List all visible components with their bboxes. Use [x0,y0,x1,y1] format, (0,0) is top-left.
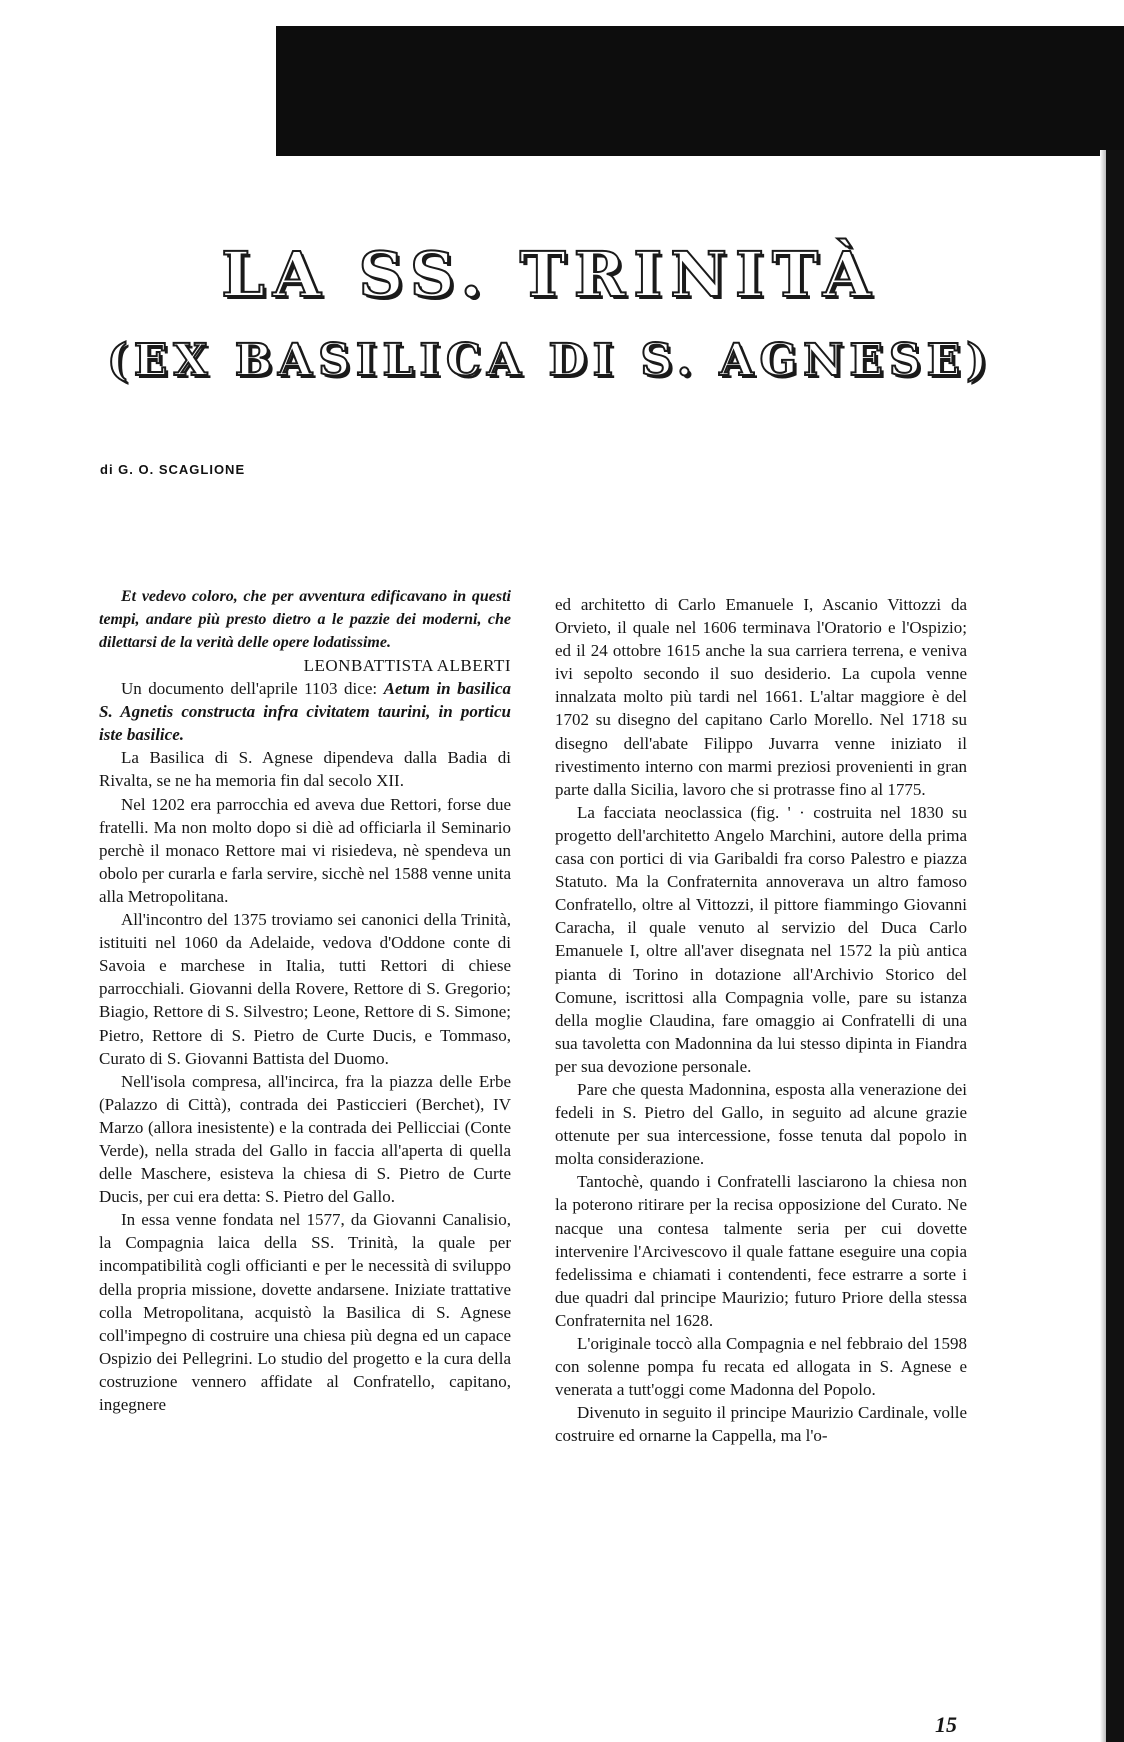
epigraph-author: LEONBATTISTA ALBERTI [303,656,511,675]
page-number: 15 [935,1712,957,1737]
paragraph: La facciata neoclassica (fig. ' · costruita nel 1830 su progetto dell'architetto Angelo Marchini, autore della prima casa con portici di via Garibaldi fra corso Palestro e piazza Statuto. Ma la Confraternita annoverava un altro famoso Confratello, oltre al Vittozzi, il pittore fiammingo Giovanni Caracha, il quale venuto al servizio del Duca Carlo Emanuele I, oltre all'aver disegnata nel 1572 la più antica pianta di Torino in dotazione all'Archivio Storico del Comune, iscrittosi alla Compagnia volle, pare su istanza della moglie Claudina, fare omaggio ai Confratelli di una sua tavoletta con Madonnina da lui stesso dipinta in Fiandra per sua devozione personale. [555,802,967,1076]
paragraph: L'originale toccò alla Compagnia e nel febbraio del 1598 con solenne pompa fu recata ed allogata in S. Agnese e venerata a tutt'oggi come Madonna del Popolo. [555,1334,967,1400]
scan-right-border [1106,150,1124,1742]
paragraph: Divenuto in seguito il principe Maurizio Cardinale, volle costruire ed ornarne la Cappella, ma l'o- [555,1403,967,1446]
scan-top-margin [0,0,1124,26]
paragraph: Tantochè, quando i Confratelli lasciarono la chiesa non la poterono ritirare per la recisa opposizione del Curato. Ne nacque una contesa talmente seria per cui dovette intervenire l'Arcivescovo il quale fattane eseguire una copia fedelissima e chiamati i contendenti, fece estrarre a sorte i due quadri dal principe Maurizio; futuro Priore della stessa Confraternita nel 1628. [555,1172,967,1330]
paragraph: Pare che questa Madonnina, esposta alla venerazione dei fedeli in S. Pietro del Gallo, in seguito ad alcune grazie ottenute per sua intercessione, fosse tenuta dal popolo in molta considerazione. [555,1079,967,1169]
paragraph-text: Un documento dell'aprile 1103 dice: [121,679,384,699]
scan-corner [0,26,276,156]
paragraph: ed architetto di Carlo Emanuele I, Ascanio Vittozzi da Orvieto, il quale nel 1606 terminava l'Oratorio e l'Ospizio; ed il 24 ottobre 1615 anche la sua carriera terrena, e veniva ivi sepolto secondo il suo desiderio. La cupola venne innalzata molto più tardi nel 1661. L'altar maggiore è del 1702 su disegno del capitano Carlo Morello. Nel 1718 su disegno dell'abate Filippo Juvarra venne iniziato il rivestimento interno con marmi preziosi provenienti in gran parte dalla Sicilia, lavoro che si protrasse fino al 1775. [555,595,967,799]
author-byline: di G. O. SCAGLIONE [100,462,246,477]
paragraph [99,677,511,746]
left-column [99,585,511,1416]
epigraph-text: Et vedevo coloro, che per avventura edificavano in questi tempi, andare più presto dietro a le pazzie dei moderni, che dilettarsi de la verità delle opere lodatissime. [99,588,511,651]
scan-dark-border [0,26,1124,156]
paragraph: Nell'isola compresa, all'incirca, fra la piazza delle Erbe (Palazzo di Città), contrada dei Pasticcieri (Berchet), IV Marzo (allora inesistente) e la contrada dei Pellicciai (Conte Verde), nella strada del Gallo in faccia all'aperta di quella delle Maschere, esisteva la chiesa di S. Pietro de Curte Ducis, per cui era detta: S. Pietro del Gallo. [99,1071,511,1207]
paragraph: All'incontro del 1375 troviamo sei canonici della Trinità, istituiti nel 1060 da Adelaide, vedova d'Oddone conte di Savoia e marchese in Italia, tutti Rettori di chiese parrocchiali. Giovanni della Rovere, Rettore di S. Gregorio; Biagio, Rettore di S. Silvestro; Leone, Rettore di S. Simone; Pietro, Rettore di S. Pietro de Curte Ducis, e Tommaso, Curato di S. Giovanni Battista del Duomo. [99,910,511,1068]
latin-quote: Aetum in basilica S. Agnetis constructa infra civitatem taurini, in porticu iste basilice. [99,679,511,745]
paragraph: In essa venne fondata nel 1577, da Giovanni Canalisio, la Compagnia laica della SS. Trinità, la quale per incompatibilità cogli officianti e per le necessità di sviluppo della propria missione, dovette andarsene. Iniziate trattative colla Metropolitana, acquistò la Basilica di S. Agnese coll'impegno di costruire una chiesa più degna ed un capace Ospizio dei Pellegrini. Lo studio del progetto e la cura della costruzione vennero affidate al Confratello, capitano, ingegnere [99,1210,511,1414]
article-title: LA SS. TRINITÀ [221,238,879,311]
paragraph: Nel 1202 era parrocchia ed aveva due Rettori, forse due fratelli. Ma non molto dopo si diè ad officiarla il Seminario perchè il monaco Rettore mai vi risiedeva, nè spendeva un obolo per curarla e farla servire, sicchè nel 1588 venne unita alla Metropolitana. [99,794,511,906]
magazine-page [0,150,1100,1742]
paragraph: La Basilica di S. Agnese dipendeva dalla Badia di Rivalta, se ne ha memoria fin dal secolo XII. [99,748,511,791]
right-column [555,593,967,1447]
article-subtitle: (EX BASILICA DI S. AGNESE) [107,335,993,386]
